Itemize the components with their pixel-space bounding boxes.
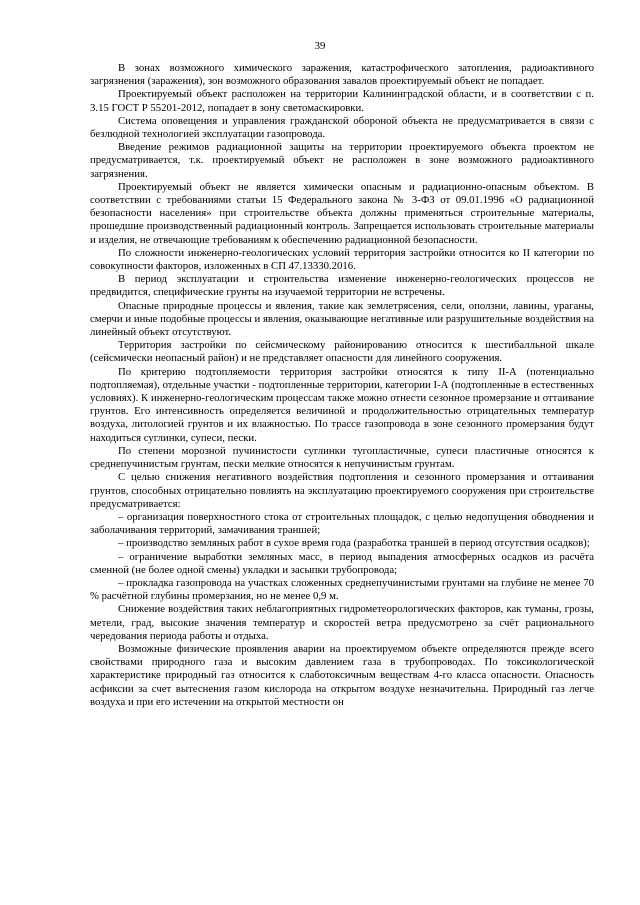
paragraph-hazard-zones: В зонах возможного химического заражения, катастрофического затопления, радиоактивного загрязнения (заражения), зон возможного образования завалов проектируемый объект не попадает. [90, 62, 594, 88]
paragraph-mitigation-intro: С целью снижения негативного воздействия подтопления и сезонного промерзания и оттаивания грунтов, способных отрицательно повлиять на эксплуатацию проектируемого сооружения при строительстве предусматривается: [90, 471, 594, 510]
paragraph-light-masking: Проектируемый объект расположен на территории Калининградской области, и в соответствии с п. 3.15 ГОСТ Р 55201-2012, попадает в зону светомаскировки. [90, 88, 594, 114]
list-item: – организация поверхностного стока от строительных площадок, с целью недопущения обводнения и заболачивания территорий, замачивания траншей; [90, 510, 594, 537]
body-text [90, 62, 594, 709]
paragraph-geology-processes: В период эксплуатации и строительства изменение инженерно-геологических процессов не предвидится, специфические грунты на изучаемой территории не встречены. [90, 273, 594, 299]
paragraph-seismicity: Территория застройки по сейсмическому районированию относится к шестибалльной шкале (сейсмически неопасный район) и не представляет опасности для линейного сооружения. [90, 339, 594, 365]
paragraph-natural-hazards: Опасные природные процессы и явления, такие как землетрясения, сели, оползни, лавины, ураганы, смерчи и иные подобные процессы и явления, оказывающие негативные или разрушительные воздействия на линейный объект отсутствуют. [90, 299, 594, 339]
paragraph-geology-category: По сложности инженерно-геологических условий территория застройки относится ко II категории по совокупности факторов, изложенных в СП 47.13330.2016. [90, 246, 594, 273]
paragraph-radiation-safety-materials: Проектируемый объект не является химически опасным и радиационно-опасным объектом. В соответствии с требованиями статьи 15 Федерального закона № 3-ФЗ от 09.01.1996 «О радиационной безопасности населения» при строительстве объекта должны применяться строительные материалы, прошедшие производственный радиационный контроль. Запрещается использовать строительные материалы и изделия, не отвечающие требованиям к обеспечению радиационной безопасности. [90, 180, 594, 246]
page-number: 39 [314, 40, 326, 52]
paragraph-flooding: По критерию подтопляемости территория застройки относятся к типу II-А (потенциально подтопляемая), отдельные участки - подтопленные территории, категории I-А (подтопленные в естественных условиях). К инженерно-геологическим процессам также можно отнести сезонное промерзание и оттаивание грунтов. Его интенсивность определяется величиной и продолжительностью отрицательных температур воздуха, литологией грунтов и их влажностью. По трассе газопровода в зоне сезонного промерзания будут находиться суглинки, супеси, пески. [90, 365, 594, 444]
paragraph-civil-defense-alert: Система оповещения и управления гражданской обороной объекта не предусматривается в связи с безлюдной технологией эксплуатации газопровода. [90, 114, 594, 141]
list-item: – ограничение выработки земляных масс, в период выпадения атмосферных осадков из расчёта сменной (не более одной смены) укладки и засыпки трубопровода; [90, 550, 594, 576]
paragraph-weather-factors: Снижение воздействия таких неблагоприятных гидрометеорологических факторов, как туманы, грозы, метели, град, высокие значения температур и скоростей ветра предусмотрено за счёт рационального чередования периода работы и отдыха. [90, 603, 594, 642]
paragraph-radiation-protection: Введение режимов радиационной защиты на территории проектируемого объекта проектом не предусматривается, т.к. проектируемый объект не расположен в зоне возможного радиоактивного загрязнения. [90, 141, 594, 180]
paragraph-accident-hazards: Возможные физические проявления аварии на проектируемом объекте определяются прежде всего свойствами природного газа и высоким давлением газа в трубопроводах. По токсикологической характеристике природный газ относится к слаботоксичным веществам 4-го класса опасности. Опасность асфиксии за счет вытеснения газом кислорода на открытом воздухе незначительна. Природный газ легче воздуха и при его истечении на открытой местности он [90, 642, 594, 708]
list-item: – производство земляных работ в сухое время года (разработка траншей в период отсутствия осадков); [118, 537, 590, 550]
list-item: – прокладка газопровода на участках сложенных среднепучинистыми грунтами на глубине не менее 70 % расчётной глубины промерзания, но не менее 0,9 м. [90, 576, 594, 603]
paragraph-frost-heave: По степени морозной пучинистости суглинки тугопластичные, супеси пластичные относятся к среднепучинистым грунтам, пески мелкие относятся к непучинистым грунтам. [90, 444, 594, 471]
